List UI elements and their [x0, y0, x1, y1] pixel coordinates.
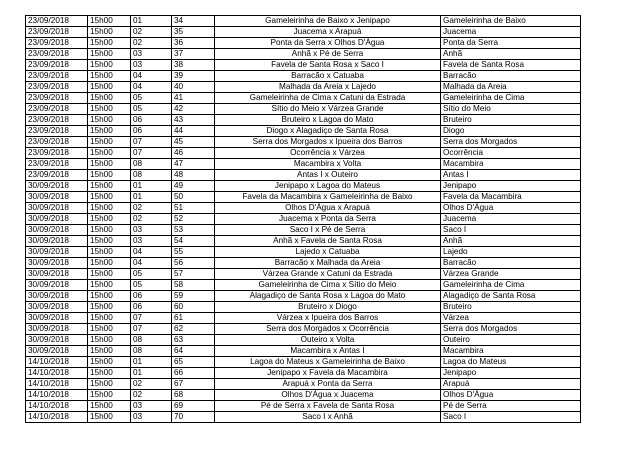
game-number-cell: 53 — [172, 225, 215, 236]
game-venue-cell: Arapuá — [441, 379, 581, 390]
game-match-cell: Outeiro x Volta — [215, 335, 441, 346]
table-row — [26, 38, 581, 49]
table-row — [26, 214, 581, 225]
game-time-cell: 15h00 — [88, 82, 131, 93]
game-date-cell: 14/10/2018 — [26, 401, 88, 412]
game-number-cell: 57 — [172, 269, 215, 280]
game-number-cell: 60 — [172, 302, 215, 313]
game-round-cell: 07 — [131, 148, 172, 159]
game-round-cell: 04 — [131, 258, 172, 269]
game-number-cell: 43 — [172, 115, 215, 126]
game-round-cell: 01 — [131, 16, 172, 27]
game-date-cell: 23/09/2018 — [26, 104, 88, 115]
table-row — [26, 115, 581, 126]
game-venue-cell: Saco I — [441, 412, 581, 423]
table-row — [26, 60, 581, 71]
game-match-cell: Serra dos Morgados x Ocorrência — [215, 324, 441, 335]
table-row — [26, 93, 581, 104]
game-date-cell: 30/09/2018 — [26, 192, 88, 203]
game-number-cell: 41 — [172, 93, 215, 104]
game-date-cell: 30/09/2018 — [26, 181, 88, 192]
game-number-cell: 40 — [172, 82, 215, 93]
game-match-cell: Gameleirinha de Baixo x Jenipapo — [215, 16, 441, 27]
game-round-cell: 05 — [131, 280, 172, 291]
game-date-cell: 14/10/2018 — [26, 368, 88, 379]
game-number-cell: 38 — [172, 60, 215, 71]
table-row — [26, 49, 581, 60]
game-match-cell: Barracão x Catuaba — [215, 71, 441, 82]
game-match-cell: Alagadiço de Santa Rosa x Lagoa do Mato — [215, 291, 441, 302]
game-venue-cell: Favela de Santa Rosa — [441, 60, 581, 71]
game-match-cell: Lajedo x Catuaba — [215, 247, 441, 258]
game-date-cell: 30/09/2018 — [26, 324, 88, 335]
game-date-cell: 30/09/2018 — [26, 302, 88, 313]
game-time-cell: 15h00 — [88, 401, 131, 412]
game-time-cell: 15h00 — [88, 104, 131, 115]
game-round-cell: 05 — [131, 104, 172, 115]
game-match-cell: Arapuá x Ponta da Serra — [215, 379, 441, 390]
table-row — [26, 236, 581, 247]
game-venue-cell: Barracão — [441, 71, 581, 82]
game-venue-cell: Jenipapo — [441, 181, 581, 192]
game-match-cell: Jenipapo x Lagoa do Mateus — [215, 181, 441, 192]
game-venue-cell: Malhada da Areia — [441, 82, 581, 93]
game-date-cell: 23/09/2018 — [26, 27, 88, 38]
game-time-cell: 15h00 — [88, 71, 131, 82]
game-venue-cell: Outeiro — [441, 335, 581, 346]
table-row — [26, 126, 581, 137]
game-date-cell: 30/09/2018 — [26, 214, 88, 225]
game-time-cell: 15h00 — [88, 291, 131, 302]
game-date-cell: 30/09/2018 — [26, 247, 88, 258]
game-time-cell: 15h00 — [88, 280, 131, 291]
table-row — [26, 225, 581, 236]
game-round-cell: 01 — [131, 368, 172, 379]
game-time-cell: 15h00 — [88, 302, 131, 313]
table-row — [26, 324, 581, 335]
game-number-cell: 47 — [172, 159, 215, 170]
game-date-cell: 30/09/2018 — [26, 346, 88, 357]
table-row — [26, 82, 581, 93]
game-date-cell: 23/09/2018 — [26, 148, 88, 159]
game-time-cell: 15h00 — [88, 324, 131, 335]
game-round-cell: 07 — [131, 137, 172, 148]
game-round-cell: 02 — [131, 214, 172, 225]
game-round-cell: 01 — [131, 357, 172, 368]
game-venue-cell: Lagoa do Mateus — [441, 357, 581, 368]
game-date-cell: 30/09/2018 — [26, 313, 88, 324]
game-match-cell: Macambira x Volta — [215, 159, 441, 170]
game-match-cell: Sítio do Meio x Várzea Grande — [215, 104, 441, 115]
game-number-cell: 58 — [172, 280, 215, 291]
game-date-cell: 23/09/2018 — [26, 49, 88, 60]
game-number-cell: 34 — [172, 16, 215, 27]
game-number-cell: 44 — [172, 126, 215, 137]
game-number-cell: 66 — [172, 368, 215, 379]
game-number-cell: 63 — [172, 335, 215, 346]
game-venue-cell: Alagadiço de Santa Rosa — [441, 291, 581, 302]
table-row — [26, 170, 581, 181]
game-date-cell: 30/09/2018 — [26, 236, 88, 247]
game-round-cell: 05 — [131, 93, 172, 104]
game-number-cell: 50 — [172, 192, 215, 203]
game-match-cell: Diogo x Alagadiço de Santa Rosa — [215, 126, 441, 137]
game-date-cell: 23/09/2018 — [26, 93, 88, 104]
game-time-cell: 15h00 — [88, 236, 131, 247]
table-row — [26, 346, 581, 357]
game-date-cell: 23/09/2018 — [26, 16, 88, 27]
game-time-cell: 15h00 — [88, 16, 131, 27]
game-round-cell: 02 — [131, 203, 172, 214]
game-venue-cell: Barracão — [441, 258, 581, 269]
game-match-cell: Antas I x Outeiro — [215, 170, 441, 181]
game-number-cell: 45 — [172, 137, 215, 148]
game-round-cell: 08 — [131, 346, 172, 357]
table-row — [26, 291, 581, 302]
game-venue-cell: Diogo — [441, 126, 581, 137]
game-venue-cell: Favela da Macambira — [441, 192, 581, 203]
game-number-cell: 64 — [172, 346, 215, 357]
game-number-cell: 62 — [172, 324, 215, 335]
game-time-cell: 15h00 — [88, 115, 131, 126]
game-date-cell: 23/09/2018 — [26, 170, 88, 181]
game-number-cell: 42 — [172, 104, 215, 115]
game-match-cell: Ponta da Serra x Olhos D'Água — [215, 38, 441, 49]
game-venue-cell: Macambira — [441, 159, 581, 170]
game-time-cell: 15h00 — [88, 148, 131, 159]
schedule-sheet — [25, 15, 581, 423]
game-venue-cell: Serra dos Morgados — [441, 324, 581, 335]
game-time-cell: 15h00 — [88, 38, 131, 49]
game-number-cell: 37 — [172, 49, 215, 60]
game-time-cell: 15h00 — [88, 60, 131, 71]
table-row — [26, 401, 581, 412]
game-venue-cell: Gameleirinha de Cima — [441, 93, 581, 104]
game-time-cell: 15h00 — [88, 269, 131, 280]
game-round-cell: 02 — [131, 27, 172, 38]
game-venue-cell: Anhã — [441, 236, 581, 247]
table-row — [26, 368, 581, 379]
table-row — [26, 181, 581, 192]
game-venue-cell: Olhos D'Água — [441, 203, 581, 214]
game-match-cell: Gameleirinha de Cima x Sítio do Meio — [215, 280, 441, 291]
table-row — [26, 302, 581, 313]
game-match-cell: Olhos D'Água x Arapuá — [215, 203, 441, 214]
game-date-cell: 23/09/2018 — [26, 38, 88, 49]
game-time-cell: 15h00 — [88, 368, 131, 379]
game-date-cell: 23/09/2018 — [26, 60, 88, 71]
game-number-cell: 46 — [172, 148, 215, 159]
game-venue-cell: Sítio do Meio — [441, 104, 581, 115]
game-date-cell: 14/10/2018 — [26, 412, 88, 423]
game-date-cell: 30/09/2018 — [26, 225, 88, 236]
table-row — [26, 159, 581, 170]
game-round-cell: 06 — [131, 126, 172, 137]
table-row — [26, 379, 581, 390]
game-date-cell: 30/09/2018 — [26, 280, 88, 291]
game-round-cell: 03 — [131, 401, 172, 412]
game-venue-cell: Macambira — [441, 346, 581, 357]
game-venue-cell: Bruteiro — [441, 302, 581, 313]
games-table — [25, 15, 581, 423]
table-row — [26, 412, 581, 423]
game-number-cell: 36 — [172, 38, 215, 49]
game-number-cell: 54 — [172, 236, 215, 247]
game-round-cell: 05 — [131, 269, 172, 280]
game-round-cell: 06 — [131, 291, 172, 302]
game-venue-cell: Lajedo — [441, 247, 581, 258]
game-match-cell: Serra dos Morgados x Ipueira dos Barros — [215, 137, 441, 148]
table-row — [26, 280, 581, 291]
game-date-cell: 14/10/2018 — [26, 379, 88, 390]
game-time-cell: 15h00 — [88, 258, 131, 269]
game-match-cell: Malhada da Areia x Lajedo — [215, 82, 441, 93]
game-round-cell: 03 — [131, 60, 172, 71]
game-round-cell: 04 — [131, 71, 172, 82]
table-row — [26, 16, 581, 27]
game-date-cell: 23/09/2018 — [26, 115, 88, 126]
game-match-cell: Anhã x Pé de Serra — [215, 49, 441, 60]
game-number-cell: 48 — [172, 170, 215, 181]
game-match-cell: Favela da Macambira x Gameleirinha de Baixo — [215, 192, 441, 203]
game-date-cell: 30/09/2018 — [26, 291, 88, 302]
game-match-cell: Saco I x Anhã — [215, 412, 441, 423]
game-number-cell: 68 — [172, 390, 215, 401]
game-venue-cell: Várzea Grande — [441, 269, 581, 280]
game-round-cell: 06 — [131, 115, 172, 126]
table-row — [26, 148, 581, 159]
game-time-cell: 15h00 — [88, 159, 131, 170]
game-time-cell: 15h00 — [88, 181, 131, 192]
game-venue-cell: Várzea — [441, 313, 581, 324]
table-row — [26, 137, 581, 148]
game-round-cell: 04 — [131, 247, 172, 258]
game-round-cell: 02 — [131, 38, 172, 49]
game-date-cell: 30/09/2018 — [26, 269, 88, 280]
game-match-cell: Bruteiro x Diogo — [215, 302, 441, 313]
table-row — [26, 357, 581, 368]
game-time-cell: 15h00 — [88, 214, 131, 225]
table-row — [26, 313, 581, 324]
game-number-cell: 59 — [172, 291, 215, 302]
game-venue-cell: Anhã — [441, 49, 581, 60]
table-row — [26, 71, 581, 82]
game-round-cell: 08 — [131, 170, 172, 181]
game-number-cell: 55 — [172, 247, 215, 258]
game-date-cell: 14/10/2018 — [26, 390, 88, 401]
game-time-cell: 15h00 — [88, 346, 131, 357]
game-match-cell: Várzea Grande x Catuni da Estrada — [215, 269, 441, 280]
table-row — [26, 390, 581, 401]
game-number-cell: 61 — [172, 313, 215, 324]
game-round-cell: 06 — [131, 302, 172, 313]
game-date-cell: 23/09/2018 — [26, 126, 88, 137]
game-venue-cell: Juacema — [441, 27, 581, 38]
game-time-cell: 15h00 — [88, 357, 131, 368]
game-venue-cell: Gameleirinha de Cima — [441, 280, 581, 291]
game-number-cell: 52 — [172, 214, 215, 225]
game-time-cell: 15h00 — [88, 335, 131, 346]
game-match-cell: Macambira x Antas I — [215, 346, 441, 357]
game-number-cell: 69 — [172, 401, 215, 412]
game-time-cell: 15h00 — [88, 170, 131, 181]
game-date-cell: 30/09/2018 — [26, 258, 88, 269]
game-venue-cell: Saco I — [441, 225, 581, 236]
game-number-cell: 39 — [172, 71, 215, 82]
table-row — [26, 203, 581, 214]
game-match-cell: Anhã x Favela de Santa Rosa — [215, 236, 441, 247]
game-match-cell: Favela de Santa Rosa x Saco I — [215, 60, 441, 71]
game-date-cell: 23/09/2018 — [26, 82, 88, 93]
game-date-cell: 30/09/2018 — [26, 335, 88, 346]
game-round-cell: 02 — [131, 379, 172, 390]
game-number-cell: 65 — [172, 357, 215, 368]
game-round-cell: 07 — [131, 324, 172, 335]
game-round-cell: 03 — [131, 412, 172, 423]
table-row — [26, 258, 581, 269]
game-date-cell: 23/09/2018 — [26, 137, 88, 148]
table-row — [26, 247, 581, 258]
table-row — [26, 192, 581, 203]
game-round-cell: 01 — [131, 181, 172, 192]
table-row — [26, 27, 581, 38]
game-match-cell: Pé de Serra x Favela de Santa Rosa — [215, 401, 441, 412]
game-venue-cell: Bruteiro — [441, 115, 581, 126]
game-match-cell: Juacema x Arapuá — [215, 27, 441, 38]
game-round-cell: 03 — [131, 49, 172, 60]
game-round-cell: 01 — [131, 192, 172, 203]
game-number-cell: 51 — [172, 203, 215, 214]
game-venue-cell: Ponta da Serra — [441, 38, 581, 49]
game-venue-cell: Olhos D'Água — [441, 390, 581, 401]
game-time-cell: 15h00 — [88, 379, 131, 390]
game-venue-cell: Gameleirinha de Baixo — [441, 16, 581, 27]
games-table-body — [26, 16, 581, 423]
game-number-cell: 70 — [172, 412, 215, 423]
game-venue-cell: Juacema — [441, 214, 581, 225]
game-number-cell: 49 — [172, 181, 215, 192]
game-time-cell: 15h00 — [88, 126, 131, 137]
game-number-cell: 67 — [172, 379, 215, 390]
game-time-cell: 15h00 — [88, 247, 131, 258]
game-venue-cell: Jenipapo — [441, 368, 581, 379]
game-time-cell: 15h00 — [88, 49, 131, 60]
game-match-cell: Ocorrência x Várzea — [215, 148, 441, 159]
game-time-cell: 15h00 — [88, 203, 131, 214]
game-venue-cell: Antas I — [441, 170, 581, 181]
game-match-cell: Lagoa do Mateus x Gameleirinha de Baixo — [215, 357, 441, 368]
game-time-cell: 15h00 — [88, 412, 131, 423]
game-match-cell: Saco I x Pé de Serra — [215, 225, 441, 236]
table-row — [26, 104, 581, 115]
game-match-cell: Bruteiro x Lagoa do Mato — [215, 115, 441, 126]
game-venue-cell: Pé de Serra — [441, 401, 581, 412]
game-round-cell: 08 — [131, 335, 172, 346]
game-number-cell: 56 — [172, 258, 215, 269]
game-date-cell: 30/09/2018 — [26, 203, 88, 214]
game-time-cell: 15h00 — [88, 93, 131, 104]
game-match-cell: Várzea x Ipueira dos Barros — [215, 313, 441, 324]
game-time-cell: 15h00 — [88, 390, 131, 401]
game-round-cell: 02 — [131, 390, 172, 401]
game-round-cell: 03 — [131, 225, 172, 236]
table-row — [26, 269, 581, 280]
game-match-cell: Juacema x Ponta da Serra — [215, 214, 441, 225]
game-match-cell: Barracão x Malhada da Areia — [215, 258, 441, 269]
game-time-cell: 15h00 — [88, 192, 131, 203]
game-date-cell: 14/10/2018 — [26, 357, 88, 368]
game-match-cell: Olhos D'Água x Juacema — [215, 390, 441, 401]
game-time-cell: 15h00 — [88, 225, 131, 236]
game-round-cell: 07 — [131, 313, 172, 324]
game-time-cell: 15h00 — [88, 27, 131, 38]
game-venue-cell: Serra dos Morgados — [441, 137, 581, 148]
game-round-cell: 08 — [131, 159, 172, 170]
game-number-cell: 35 — [172, 27, 215, 38]
game-venue-cell: Ocorrência — [441, 148, 581, 159]
table-row — [26, 335, 581, 346]
game-round-cell: 04 — [131, 82, 172, 93]
game-time-cell: 15h00 — [88, 313, 131, 324]
game-time-cell: 15h00 — [88, 137, 131, 148]
game-match-cell: Jenipapo x Favela da Macambira — [215, 368, 441, 379]
game-date-cell: 23/09/2018 — [26, 159, 88, 170]
game-date-cell: 23/09/2018 — [26, 71, 88, 82]
game-match-cell: Gameleirinha de Cima x Catuni da Estrada — [215, 93, 441, 104]
game-round-cell: 03 — [131, 236, 172, 247]
